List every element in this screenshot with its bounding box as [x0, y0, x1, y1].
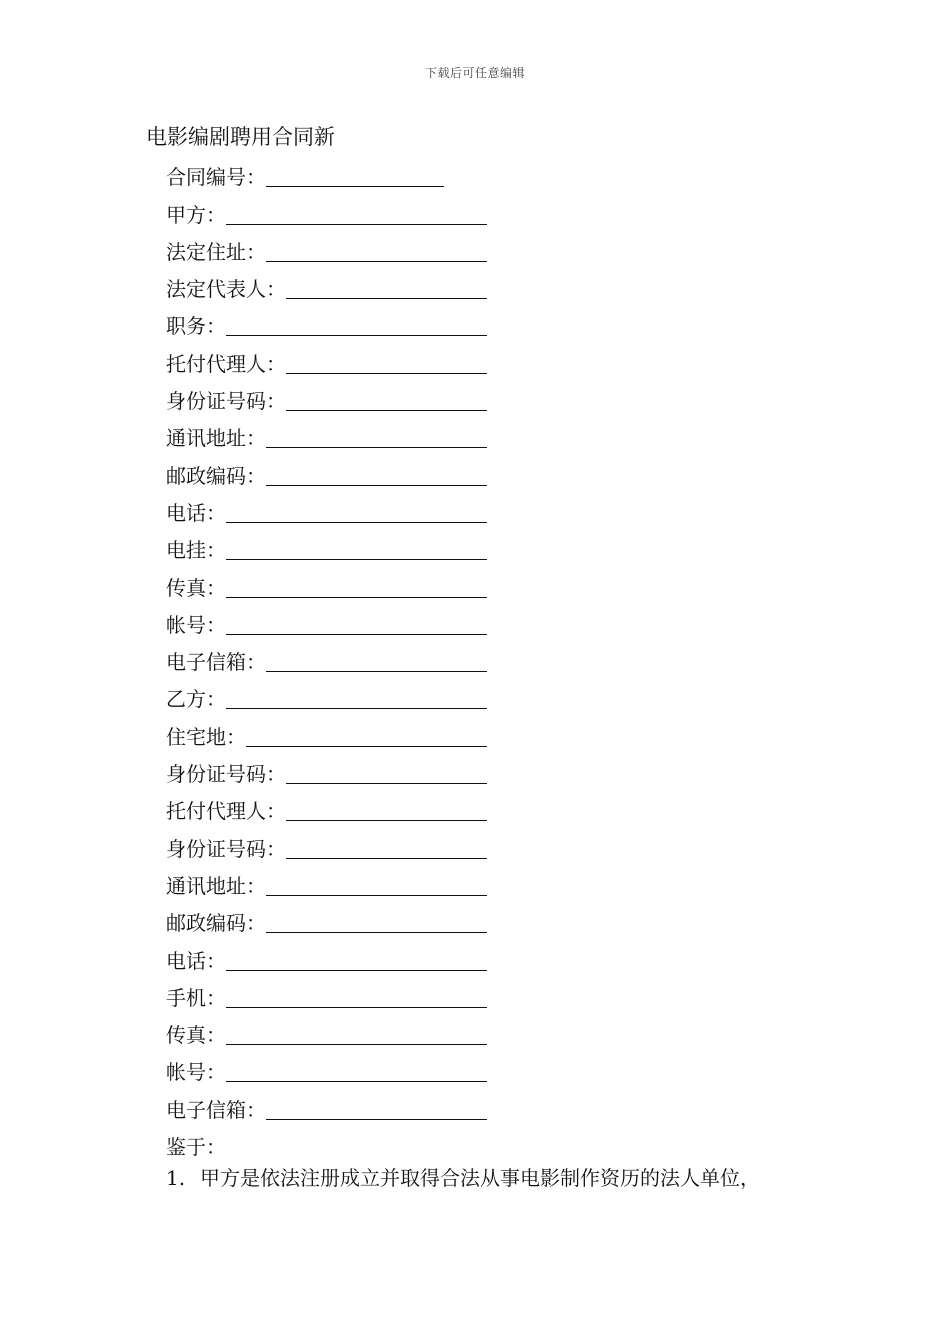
field-party-b-email — [166, 1087, 496, 1124]
field-label: 法定住址： — [166, 239, 266, 264]
field-label: 电话： — [166, 500, 226, 525]
field-label: 电子信箱： — [166, 1097, 266, 1122]
field-party-a-address — [166, 230, 496, 267]
fill-in-blank[interactable] — [226, 612, 487, 635]
fill-in-blank[interactable] — [266, 425, 487, 448]
field-party-b-mobile — [166, 976, 496, 1013]
field-label: 托付代理人： — [166, 351, 286, 376]
field-label: 邮政编码： — [166, 463, 266, 488]
field-label: 法定代表人： — [166, 277, 286, 302]
field-label: 电子信箱： — [166, 650, 266, 675]
field-label: 身份证号码： — [166, 762, 286, 787]
fill-in-blank[interactable] — [226, 313, 487, 336]
fill-in-blank[interactable] — [286, 351, 487, 374]
field-party-a-fax — [166, 565, 496, 602]
field-party-b-residence — [166, 714, 496, 751]
whereas-label: 鉴于： — [166, 1135, 226, 1160]
field-label: 合同编号： — [166, 165, 266, 190]
field-label: 传真： — [166, 1023, 226, 1048]
fill-in-blank[interactable] — [266, 1097, 487, 1120]
field-contract-number — [166, 155, 496, 192]
fill-in-blank[interactable] — [226, 1022, 487, 1045]
field-label: 托付代理人： — [166, 799, 286, 824]
field-party-a-agent — [166, 341, 496, 378]
field-party-a-mail-address — [166, 416, 496, 453]
field-party-b-postcode — [166, 901, 496, 938]
contract-fields — [166, 155, 496, 1162]
document-title: 电影编剧聘用合同新 — [146, 125, 335, 149]
fill-in-blank[interactable] — [226, 500, 487, 523]
fill-in-blank[interactable] — [266, 873, 487, 896]
clause-number: 1. — [166, 1166, 186, 1190]
fill-in-blank[interactable] — [226, 537, 487, 560]
field-party-a-phone — [166, 491, 496, 528]
field-party-b-id-number — [166, 752, 496, 789]
field-party-a-postcode — [166, 453, 496, 490]
field-party-a-id-number — [166, 379, 496, 416]
field-party-a-telegraph — [166, 528, 496, 565]
field-legal-representative — [166, 267, 496, 304]
fill-in-blank[interactable] — [226, 202, 487, 225]
field-party-b-agent-id-number — [166, 826, 496, 863]
fill-in-blank[interactable] — [246, 724, 487, 747]
fill-in-blank[interactable] — [286, 761, 487, 784]
field-label: 帐号： — [166, 612, 226, 637]
clause-text: 甲方是依法注册成立并取得合法从事电影制作资历的法人单位， — [200, 1166, 760, 1190]
clause-1 — [166, 1163, 760, 1193]
field-party-b — [166, 677, 496, 714]
field-party-b-account — [166, 1050, 496, 1087]
field-label: 住宅地： — [166, 724, 246, 749]
field-label: 邮政编码： — [166, 911, 266, 936]
field-label: 通讯地址： — [166, 426, 266, 451]
fill-in-blank[interactable] — [266, 910, 487, 933]
field-label: 帐号： — [166, 1060, 226, 1085]
field-position — [166, 304, 496, 341]
fill-in-blank[interactable] — [286, 276, 487, 299]
field-label: 传真： — [166, 575, 226, 600]
fill-in-blank[interactable] — [226, 1059, 487, 1082]
fill-in-blank[interactable] — [266, 649, 487, 672]
fill-in-blank[interactable] — [266, 463, 487, 486]
whereas-heading — [166, 1125, 496, 1162]
field-party-a-email — [166, 640, 496, 677]
fill-in-blank[interactable] — [226, 575, 487, 598]
field-label: 通讯地址： — [166, 873, 266, 898]
fill-in-blank[interactable] — [226, 948, 487, 971]
fill-in-blank[interactable] — [286, 388, 487, 411]
field-label: 电话： — [166, 948, 226, 973]
field-party-b-fax — [166, 1013, 496, 1050]
field-party-a-account — [166, 603, 496, 640]
field-party-b-phone — [166, 938, 496, 975]
field-label: 身份证号码： — [166, 389, 286, 414]
field-party-b-mail-address — [166, 864, 496, 901]
field-party-b-agent — [166, 789, 496, 826]
page-header-note: 下载后可任意编辑 — [424, 66, 525, 80]
field-label: 职务： — [166, 314, 226, 339]
fill-in-blank[interactable] — [286, 798, 487, 821]
field-label: 手机： — [166, 985, 226, 1010]
fill-in-blank[interactable] — [266, 164, 444, 187]
fill-in-blank[interactable] — [226, 686, 487, 709]
fill-in-blank[interactable] — [226, 985, 487, 1008]
field-label: 电挂： — [166, 538, 226, 563]
fill-in-blank[interactable] — [266, 239, 487, 262]
field-label: 甲方： — [166, 202, 226, 227]
field-label: 乙方： — [166, 687, 226, 712]
field-party-a — [166, 192, 496, 229]
field-label: 身份证号码： — [166, 836, 286, 861]
fill-in-blank[interactable] — [286, 836, 487, 859]
